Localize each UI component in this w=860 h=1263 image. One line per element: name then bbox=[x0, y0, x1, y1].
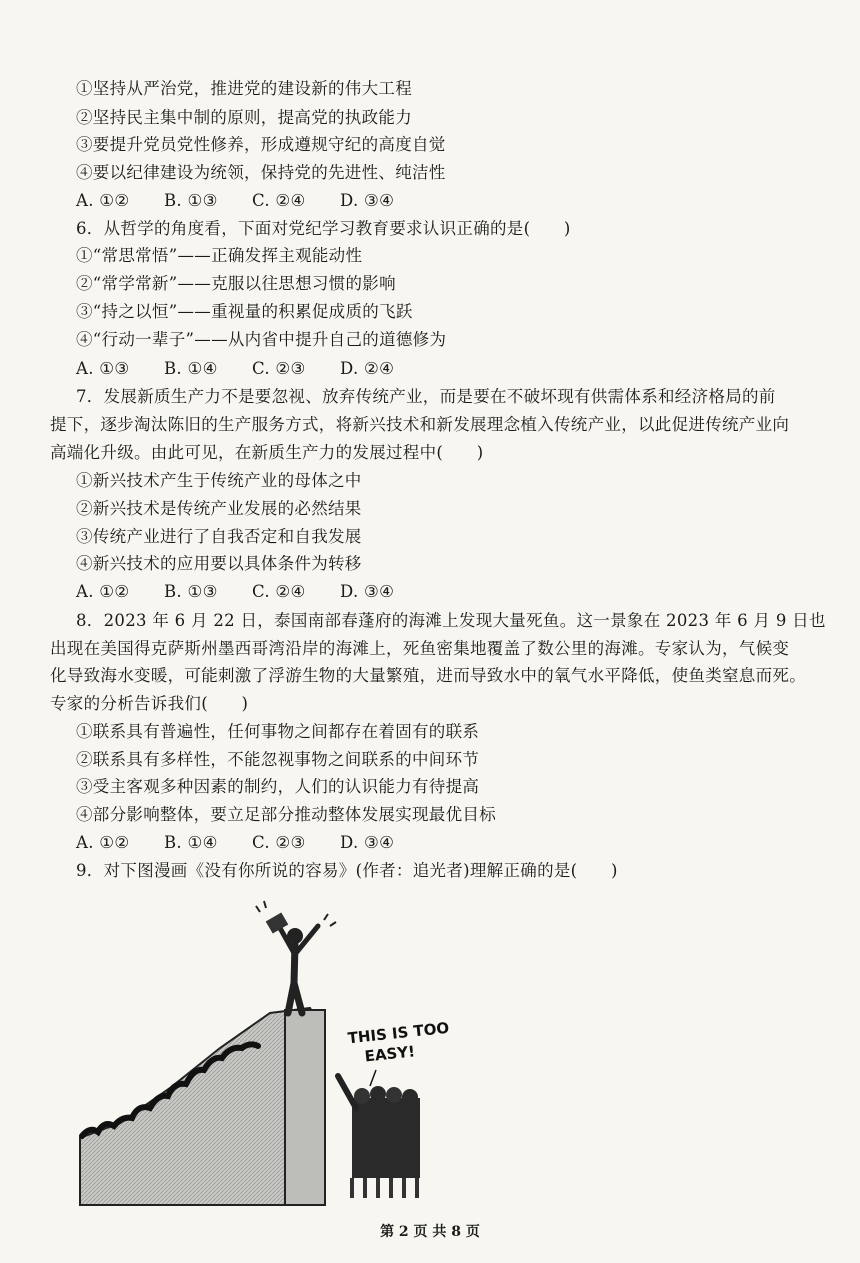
q5-choice-c: C. ②④ bbox=[252, 191, 306, 210]
q6-choice-b: B. ①④ bbox=[164, 359, 218, 378]
q8-choice-a: A. ①② bbox=[76, 833, 130, 852]
q7-option-1: ①新兴技术产生于传统产业的母体之中 bbox=[76, 471, 362, 490]
q7-choices bbox=[76, 578, 428, 606]
q8-stem-line-1: 8．2023 年 6 月 22 日，泰国南部春蓬府的海滩上发现大量死鱼。这一景象在 2023 年 6 月 9 日也 bbox=[76, 611, 826, 630]
q8-stem-line-4: 专家的分析告诉我们( ) bbox=[50, 694, 249, 713]
q6-option-1: ①“常思常悟”——正确发挥主观能动性 bbox=[76, 246, 363, 265]
q5-choice-b: B. ①③ bbox=[164, 191, 218, 210]
q7-choice-b: B. ①③ bbox=[164, 582, 218, 601]
q9-stem: 9．对下图漫画《没有你所说的容易》(作者：追光者)理解正确的是( ) bbox=[76, 861, 618, 880]
speech-text-line-2: EASY! bbox=[363, 1042, 416, 1066]
q8-option-1: ①联系具有普遍性，任何事物之间都存在着固有的联系 bbox=[76, 722, 480, 741]
q7-option-2: ②新兴技术是传统产业发展的必然结果 bbox=[76, 499, 362, 518]
q8-option-3: ③受主客观多种因素的制约，人们的认识能力有待提高 bbox=[76, 777, 480, 796]
q7-option-3: ③传统产业进行了自我否定和自我发展 bbox=[76, 527, 362, 546]
q6-option-4: ④“行动一辈子”——从内省中提升自己的道德修为 bbox=[76, 330, 447, 349]
q7-option-4: ④新兴技术的应用要以具体条件为转移 bbox=[76, 554, 362, 573]
cartoon-illustration bbox=[80, 898, 450, 1205]
q7-stem-line-3: 高端化升级。由此可见，在新质生产力的发展过程中( ) bbox=[50, 443, 484, 462]
q6-stem: 6．从哲学的角度看，下面对党纪学习教育要求认识正确的是( ) bbox=[76, 219, 571, 238]
q7-stem-line-2: 提下，逐步淘汰陈旧的生产服务方式，将新兴技术和新发展理念植入传统产业，以此促进传统产业向 bbox=[50, 415, 790, 434]
q5-choices bbox=[76, 187, 428, 215]
q5-option-3: ③要提升党员党性修养，形成遵规守纪的高度自觉 bbox=[76, 135, 446, 154]
q5-option-2: ②坚持民主集中制的原则，提高党的执政能力 bbox=[76, 108, 412, 127]
q8-stem-line-3: 化导致海水变暖，可能刺激了浮游生物的大量繁殖，进而导致水中的氧气水平降低，使鱼类窒息而死。 bbox=[50, 666, 806, 685]
q8-option-4: ④部分影响整体，要立足部分推动整体发展实现最优目标 bbox=[76, 805, 496, 824]
page-footer: 第 2 页 共 8 页 bbox=[380, 1224, 480, 1240]
q8-stem-line-2: 出现在美国得克萨斯州墨西哥湾沿岸的海滩上，死鱼密集地覆盖了数公里的海滩。专家认为，气候变 bbox=[50, 639, 790, 658]
q5-option-1: ①坚持从严治党，推进党的建设新的伟大工程 bbox=[76, 79, 412, 98]
q5-option-4: ④要以纪律建设为统领，保持党的先进性、纯洁性 bbox=[76, 163, 446, 182]
q5-choice-d: D. ③④ bbox=[340, 191, 395, 210]
q8-choices bbox=[76, 829, 428, 857]
speech-text-line-1: THIS IS TOO bbox=[346, 1018, 450, 1048]
q8-choice-c: C. ②③ bbox=[252, 833, 306, 852]
q7-stem-line-1: 7．发展新质生产力不是要忽视、放弃传统产业，而是要在不破坏现有供需体系和经济格局的前 bbox=[76, 387, 776, 406]
q7-choice-a: A. ①② bbox=[76, 582, 130, 601]
q6-choice-c: C. ②③ bbox=[252, 359, 306, 378]
q6-choices bbox=[76, 355, 428, 383]
q6-option-2: ②“常学常新”——克服以往思想习惯的影响 bbox=[76, 274, 396, 293]
q7-choice-c: C. ②④ bbox=[252, 582, 306, 601]
q8-option-2: ②联系具有多样性，不能忽视事物之间联系的中间环节 bbox=[76, 750, 480, 769]
q6-option-3: ③“持之以恒”——重视量的积累促成质的飞跃 bbox=[76, 302, 413, 321]
q5-choice-a: A. ①② bbox=[76, 191, 130, 210]
q8-choice-d: D. ③④ bbox=[340, 833, 395, 852]
q8-choice-b: B. ①④ bbox=[164, 833, 218, 852]
q6-choice-d: D. ②④ bbox=[340, 359, 395, 378]
q7-choice-d: D. ③④ bbox=[340, 582, 395, 601]
cliff-pillar bbox=[285, 1010, 325, 1205]
q6-choice-a: A. ①③ bbox=[76, 359, 130, 378]
